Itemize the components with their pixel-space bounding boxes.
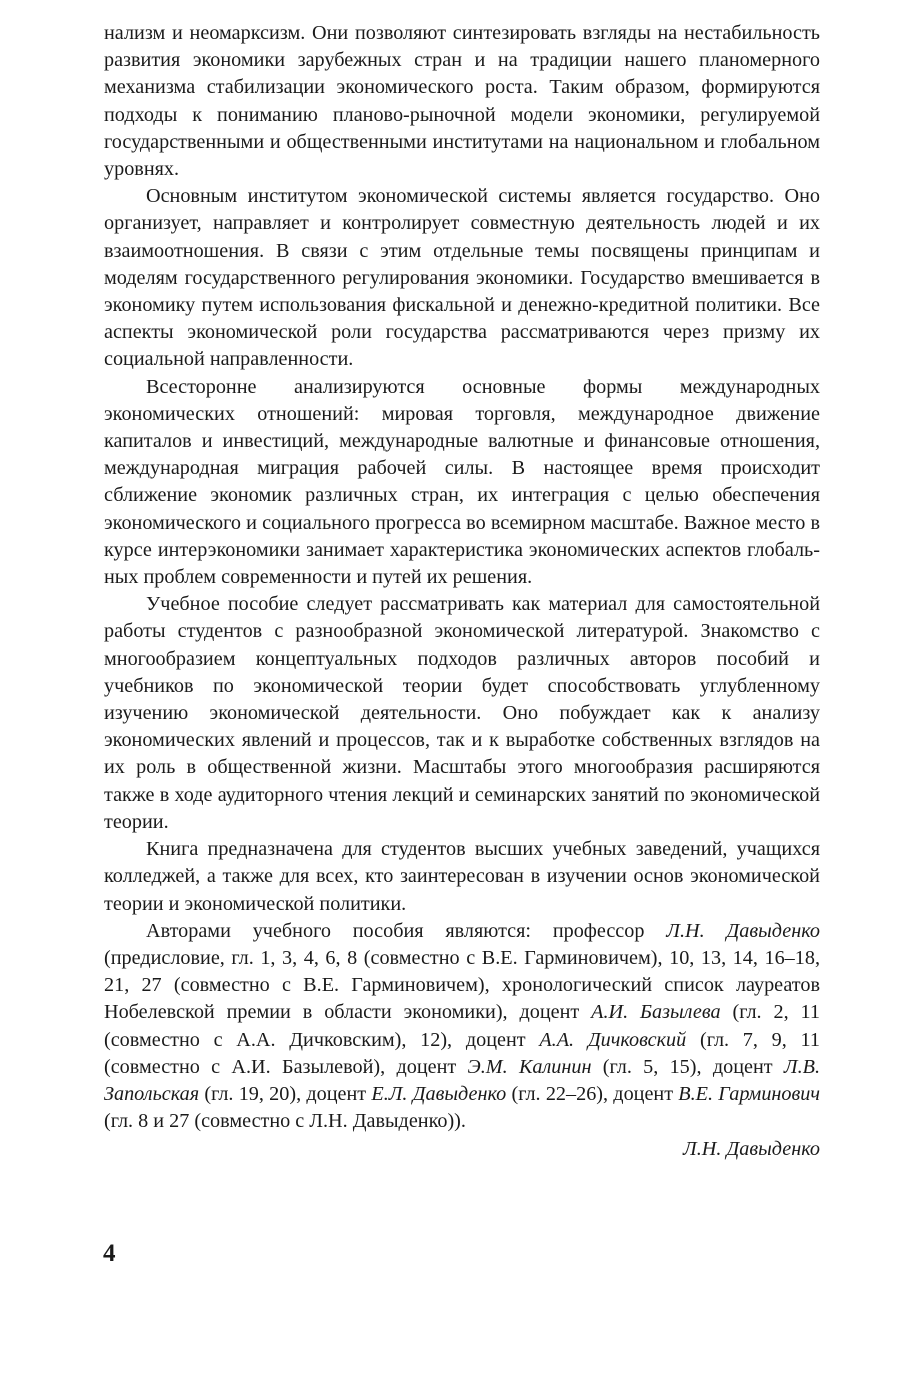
paragraph-continuation: нализм и неомарксизм. Они позволяют синтезировать взгляды на нестабильность развития экономики зарубежных стран и на традиции нашего планомерного механизма стабилизации экономического роста. Таким образом, формируются подходы к пониманию планово-рыночной модели экономики, регулируемой государственными и общественными институтами на национальном и глобальном уровнях.: [104, 22, 820, 181]
document-body: [104, 20, 820, 1164]
page-number: 4: [103, 1240, 116, 1267]
paragraph-study-guide: Учебное пособие следует рассматривать как материал для самостоятельной работы студентов с разнообразной экономической литературой. Знакомство с многообразием концептуальных подходов различных авторов пособий и учебников по экономической теории будет способствовать углубленному изучению экономической деятельности. Оно побуждает как к анализу экономических явлений и процессов, так и к выработке собственных взглядов на их роль в общественной жизни. Масштабы этого многообразия расширяются также в ходе аудиторного чтения лекций и семинарских занятий по экономической теории.: [104, 593, 820, 833]
authors-roles-dichkovsky: (гл. 7, 9, 11 (совместно с А.И. Базылевой), доцент: [104, 1028, 820, 1078]
paragraph-audience: Книга предназначена для студентов высших учебных заведений, учащихся колледжей, а также для всех, кто заинтересован в изучении основ экономической теории и экономической политики.: [104, 838, 820, 915]
paragraph-authors: [104, 918, 820, 1136]
authors-roles-zapolskaya: (гл. 19, 20), доцент: [199, 1082, 372, 1105]
author-name-davydenko-el: Е.Л. Давыденко: [371, 1082, 507, 1105]
author-name-davydenko: Л.Н. Давыденко: [666, 919, 820, 942]
authors-roles-kalinin: (гл. 5, 15), доцент: [591, 1055, 784, 1078]
authors-roles-davydenko-el: (гл. 22–26), доцент: [506, 1082, 679, 1105]
author-name-bazyleva: А.И. Базылева: [591, 1001, 721, 1024]
author-name-zapolskaya: Л.В. Запольская: [104, 1055, 820, 1105]
signature: Л.Н. Давыденко: [683, 1138, 820, 1161]
authors-intro: Авторами учебного пособия являются: профессор: [146, 919, 667, 942]
author-name-dichkovsky: А.А. Дичковский: [539, 1028, 687, 1051]
author-name-kalinin: Э.М. Калинин: [467, 1055, 592, 1078]
authors-roles-davydenko: (предисловие, гл. 1, 3, 4, 6, 8 (совместно с В.Е. Гарминовичем), 10, 13, 14, 16–18, 21, 27 (совместно с В.Е. Гарминовичем), хронологический список лауреатов Нобелевской премии в области экономики), доцент: [104, 946, 820, 1024]
paragraph-international-relations: Всесторонне анализируются основные формы международных экономических отношений: мировая торговля, международное движение капиталов и инвестиций, международные валютные и финансовые отношения, международная миграция рабочей силы. В настоящее время происходит сближение экономик различных стран, их интеграция с целью обеспечения экономического и социального прогресса во всемирном масштабе. Важное место в курсе интерэкономики занимает характеристика экономических аспектов глобальных проблем современности и путей их решения.: [104, 375, 820, 589]
authors-roles-garminovich: (гл. 8 и 27 (совместно с Л.Н. Давыденко)).: [104, 1110, 466, 1133]
paragraph-state-role: Основным институтом экономической системы является государство. Оно организует, направляет и контролирует совместную деятельность людей и их взаимоотношения. В связи с этим отдельные темы посвящены принципам и моделям государственного регулирования экономики. Государство вмешивается в экономику путем использования фискальной и денежно-кредитной политики. Все аспекты экономической роли государства рассматриваются через призму их социальной направленности.: [104, 185, 820, 371]
authors-roles-bazyleva: (гл. 2, 11 (совместно с А.А. Дичковским), 12), доцент: [104, 1001, 820, 1051]
author-name-garminovich: В.Е. Гарминович: [678, 1082, 821, 1105]
